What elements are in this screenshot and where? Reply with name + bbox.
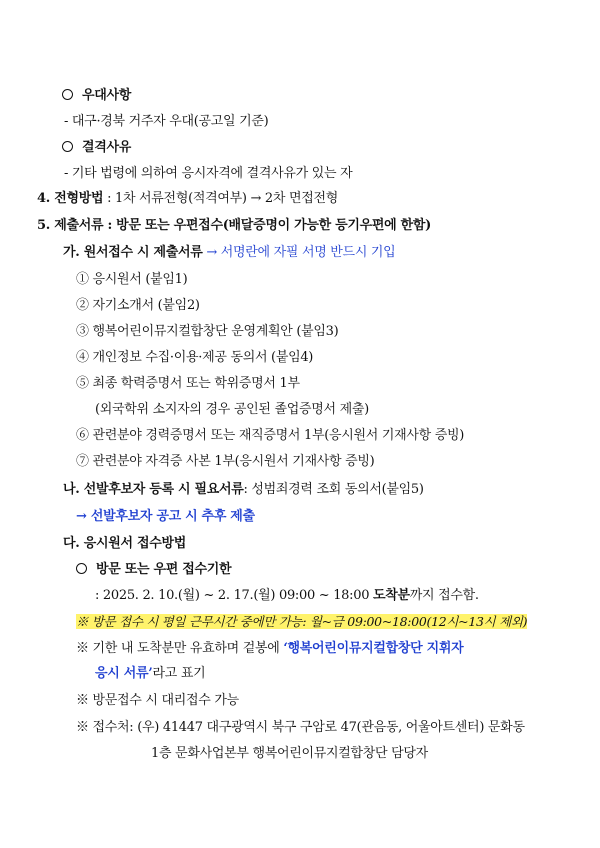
method-title-text: 방문 또는 우편 접수기한 xyxy=(96,562,232,577)
sub-c-heading: 다. 응시원서 접수방법 xyxy=(63,536,186,551)
submission-period xyxy=(95,587,479,605)
doc-item: ① 응시원서 (붙임1) xyxy=(76,272,188,287)
preference-heading xyxy=(62,87,131,105)
period-arrival: 도착분 xyxy=(373,588,410,603)
sub-b-note: → 선발후보자 공고 시 추후 제출 xyxy=(76,509,255,524)
doc-item: ③ 행복어린이뮤지컬합창단 운영계획안 (붙임3) xyxy=(76,324,339,339)
period-end: 까지 접수함. xyxy=(409,588,479,603)
validity-note-label: ‘행복어린이뮤지컬합창단 지휘자 xyxy=(283,641,464,656)
item5-submission-docs: 5. 제출서류 : 방문 또는 우편접수(배달증명이 가능한 등기우편에 한함) xyxy=(37,218,431,233)
circle-bullet-icon xyxy=(62,141,73,152)
circle-bullet-icon xyxy=(62,89,73,100)
doc-item: ② 자기소개서 (붙임2) xyxy=(76,298,200,313)
disqualification-detail: - 기타 법령에 의하여 응시자격에 결격사유가 있는 자 xyxy=(64,166,353,181)
sub-a-label: 가. 원서접수 시 제출서류 xyxy=(63,245,203,260)
sub-a-heading xyxy=(63,244,395,262)
validity-note-cont xyxy=(95,665,205,683)
item4-selection-method xyxy=(37,190,338,208)
sub-b-label: 나. 선발후보자 등록 시 필요서류 xyxy=(63,482,244,497)
weekday-note xyxy=(76,613,527,631)
sub-b-heading xyxy=(63,481,424,499)
preference-title: 우대사항 xyxy=(82,88,132,103)
sub-b-text: : 성범죄경력 조회 동의서(붙임5) xyxy=(243,482,424,497)
method-title xyxy=(76,561,231,579)
validity-note xyxy=(76,640,463,658)
doc-item: ④ 개인정보 수집·이용·제공 동의서 (붙임4) xyxy=(76,350,314,365)
disqualification-title: 결격사유 xyxy=(82,140,132,155)
doc-item: ⑥ 관련분야 경력증명서 또는 재직증명서 1부(응시원서 기재사항 증빙) xyxy=(76,428,465,443)
validity-note-text: ※ 기한 내 도착분만 유효하며 겉봉에 xyxy=(76,641,284,656)
circle-bullet-icon xyxy=(76,563,87,574)
item4-text: : 1차 서류전형(적격여부) → 2차 면접전형 xyxy=(103,191,338,206)
doc-item: ⑤ 최종 학력증명서 또는 학위증명서 1부 xyxy=(76,376,300,391)
address-note-cont: 1층 문화사업본부 행복어린이뮤지컬합창단 담당자 xyxy=(151,746,428,761)
doc-item: ⑦ 관련분야 자격증 사본 1부(응시원서 기재사항 증빙) xyxy=(76,454,375,469)
period-text: : 2025. 2. 10.(월) ~ 2. 17.(월) 09:00 ~ 18:00 xyxy=(95,588,373,603)
weekday-note-text: ※ 방문 접수 시 평일 근무시간 중에만 가능: 월~금 09:00~18:00(12시~13시 제외) xyxy=(76,614,528,629)
disqualification-heading xyxy=(62,139,131,157)
preference-detail: - 대구·경북 거주자 우대(공고일 기준) xyxy=(64,114,269,129)
proxy-note: ※ 방문접수 시 대리접수 가능 xyxy=(76,693,239,708)
validity-note-end: 라고 표기 xyxy=(152,666,206,681)
sub-a-signature-note: → 서명란에 자필 서명 반드시 기입 xyxy=(202,245,396,260)
doc-item-note: (외국학위 소지자의 경우 공인된 졸업증명서 제출) xyxy=(95,402,369,417)
validity-note-label-end: 응시 서류’ xyxy=(95,666,153,681)
address-note: ※ 접수처: (우) 41447 대구광역시 북구 구암로 47(관음동, 어울아트센터) 문화동 xyxy=(76,720,525,735)
item4-label: 4. 전형방법 xyxy=(37,191,104,206)
